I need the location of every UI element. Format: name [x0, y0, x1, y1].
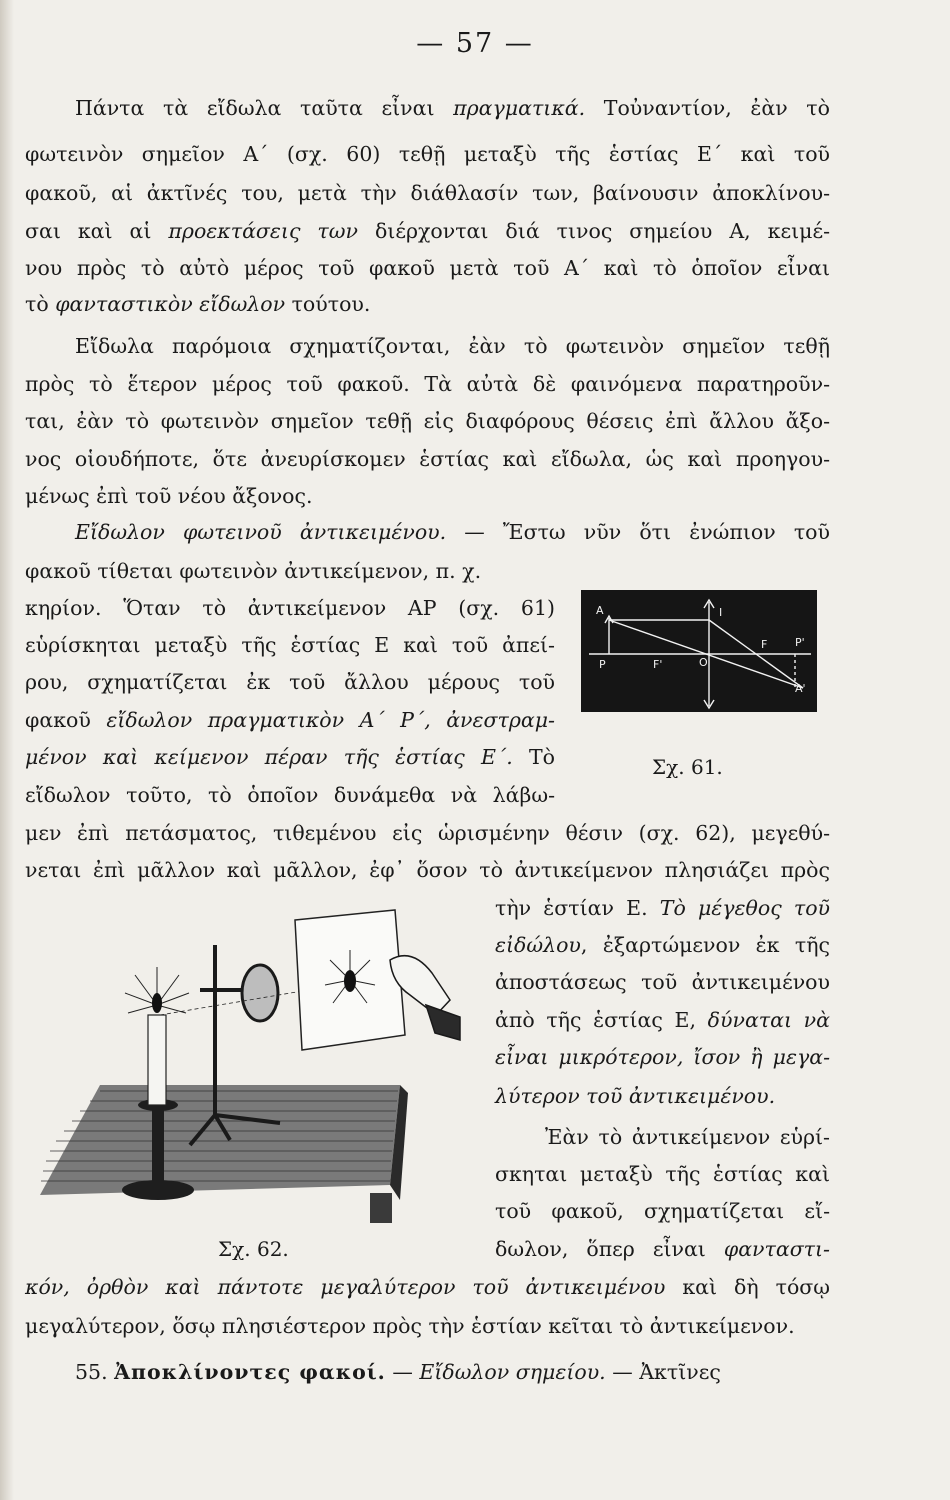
table-top — [40, 1085, 400, 1195]
text-line — [25, 444, 830, 474]
text-segment: — Ἀκτῖνες — [605, 1360, 721, 1384]
section-subtitle — [386, 1360, 721, 1384]
candle — [148, 1015, 166, 1105]
section-title: Ἀποκλίνοντες φακοί. — [114, 1360, 386, 1384]
text-line — [25, 630, 555, 660]
figure-62-caption: Σχ. 62. — [218, 1237, 289, 1261]
text-line — [495, 1234, 830, 1264]
text-segment: τοῦ φακοῦ, σχηματίζεται εἴ- — [495, 1199, 830, 1223]
italic-text-segment: εἴδωλον πραγματικὸν Α΄ Ρ΄, ἀνεστραμ- — [106, 708, 555, 732]
text-line — [25, 667, 555, 697]
italic-text-segment: φανταστι- — [723, 1237, 830, 1261]
text-segment: φακοῦ — [25, 708, 107, 732]
text-line — [495, 893, 830, 923]
text-line — [25, 406, 830, 436]
text-segment: κηρίον. Ὅταν τὸ ἀντικείμενον ΑΡ (σχ. 61) — [25, 596, 555, 620]
text-line — [495, 1042, 830, 1072]
text-line — [25, 178, 830, 208]
text-line — [25, 369, 830, 399]
text-line — [25, 818, 830, 848]
label-P: P — [599, 658, 606, 671]
text-line — [25, 139, 830, 169]
text-segment: εὑρίσκηται μεταξὺ τῆς ἑστίας Ε καὶ τοῦ ἀπεί- — [25, 633, 555, 657]
italic-text-segment: πραγματικά. — [453, 96, 586, 120]
text-line — [25, 855, 830, 885]
italic-text-segment: κόν, ὀρθὸν καὶ πάντοτε μεγαλύτερον τοῦ ἀντικειμένου — [25, 1275, 666, 1299]
text-segment: Ἐὰν τὸ ἀντικείμενον εὑρί- — [545, 1125, 830, 1149]
page-number: — 57 — — [416, 28, 534, 59]
text-segment: , ἐξαρτώμενον ἐκ τῆς — [580, 933, 830, 957]
text-line — [25, 556, 830, 586]
label-P-prime: P' — [795, 636, 805, 649]
text-segment: εἴδωλον τοῦτο, τὸ ὁποῖον δυνάμεθα νὰ λάβω- — [25, 783, 555, 807]
text-line — [25, 593, 555, 623]
figure-61-lens-diagram — [581, 590, 817, 712]
text-segment: ται, ἐὰν τὸ φωτεινὸν σημεῖον τεθῇ εἰς διαφόρους θέσεις ἐπὶ ἄλλου ἄξο- — [25, 409, 830, 433]
text-segment: νου πρὸς τὸ αὐτὸ μέρος τοῦ φακοῦ μετὰ τοῦ Α΄ καὶ τὸ ὁποῖον εἶναι — [25, 256, 830, 280]
flame-icon — [152, 993, 162, 1013]
text-segment: ρου, σχηματίζεται ἐκ τοῦ ἄλλου μέρους τοῦ — [25, 670, 555, 694]
text-segment: φακοῦ, αἱ ἀκτῖνές του, μετὰ τὴν διάθλασίν των, βαίνουσιν ἀποκλίνου- — [25, 181, 830, 205]
text-segment: Τοὐναντίον, ἐὰν τὸ — [585, 96, 830, 120]
text-segment: ἀπὸ τῆς ἑστίας Ε, — [495, 1008, 708, 1032]
label-A-prime: A' — [795, 682, 806, 695]
text-line — [25, 742, 555, 772]
text-line — [495, 1081, 830, 1111]
inverted-flame-icon — [344, 970, 356, 992]
text-segment: Εἴδωλα παρόμοια σχηματίζονται, ἐὰν τὸ φωτεινὸν σημεῖον τεθῇ — [75, 334, 830, 358]
text-line — [495, 1196, 830, 1226]
italic-text-segment: μένον καὶ κείμενον πέραν τῆς ἑστίας Ε΄. — [25, 745, 513, 769]
text-line — [25, 216, 830, 246]
section-number: 55. — [75, 1360, 108, 1384]
figure-62-candle-lens-screen — [40, 905, 480, 1225]
text-segment: τούτου. — [285, 292, 371, 316]
text-segment: φακοῦ τίθεται φωτεινὸν ἀντικείμενον, π. χ. — [25, 559, 482, 583]
text-segment: σαι καὶ αἱ — [25, 219, 169, 243]
text-segment: δωλον, ὅπερ εἶναι — [495, 1237, 724, 1261]
italic-text-segment: εἶναι μικρότερον, ἴσον ἢ μεγα- — [495, 1045, 830, 1069]
text-segment: μεγαλύτερον, ὅσῳ πλησιέστερον πρὸς τὴν ἑστίαν κεῖται τὸ ἀντικείμενον. — [25, 1314, 795, 1338]
text-line — [75, 331, 830, 361]
text-segment: — Ἔστω νῦν ὅτι ἐνώπιον τοῦ — [446, 520, 830, 544]
text-segment: πρὸς τὸ ἕτερον μέρος τοῦ φακοῦ. Τὰ αὐτὰ δὲ φαινόμενα παρατηροῦν- — [25, 372, 830, 396]
text-line — [25, 481, 830, 511]
text-line — [25, 1272, 830, 1302]
italic-text-segment: φανταστικὸν εἴδωλον — [55, 292, 286, 316]
text-line — [25, 705, 555, 735]
text-segment: — — [385, 1360, 420, 1384]
text-line — [75, 517, 830, 547]
text-segment: τὸ — [25, 292, 56, 316]
text-segment: ἀποστάσεως τοῦ ἀντικειμένου — [495, 970, 830, 994]
text-line — [545, 1122, 830, 1152]
text-segment: νος οἱουδήποτε, ὅτε ἀνευρίσκομεν ἑστίας καὶ εἴδωλα, ὡς καὶ προηγου- — [25, 447, 830, 471]
text-segment: νεται ἐπὶ μᾶλλον καὶ μᾶλλον, ἐφ᾽ ὅσον τὸ ἀντικείμενον πλησιάζει πρὸς — [25, 858, 830, 882]
text-line — [75, 93, 830, 123]
figure-61-caption: Σχ. 61. — [652, 755, 723, 779]
text-segment: τὴν ἑστίαν Ε. — [495, 896, 660, 920]
text-line — [25, 1311, 830, 1341]
italic-text-segment: Εἴδωλον σημείου. — [419, 1360, 606, 1384]
text-segment: Πάντα τὰ εἴδωλα ταῦτα εἶναι — [75, 96, 454, 120]
italic-text-segment: Τὸ μέγεθος τοῦ — [659, 896, 831, 920]
text-segment: σκηται μεταξὺ τῆς ἑστίας καὶ — [495, 1162, 830, 1186]
text-line — [495, 1005, 830, 1035]
text-line — [25, 289, 830, 319]
table-leg — [370, 1193, 392, 1223]
label-F-prime: F' — [653, 658, 663, 671]
text-segment: καὶ δὴ τόσῳ — [665, 1275, 830, 1299]
italic-text-segment: δύναται νὰ — [707, 1008, 830, 1032]
section-heading — [75, 1357, 830, 1387]
label-I: I — [719, 606, 723, 619]
text-line — [495, 1159, 830, 1189]
label-A: A — [596, 604, 604, 617]
italic-text-segment: Εἴδωλον φωτεινοῦ ἀντικειμένου. — [75, 520, 447, 544]
text-segment: μεν ἐπὶ πετάσματος, τιθεμένου εἰς ὡρισμένην θέσιν (σχ. 62), μεγεθύ- — [25, 821, 830, 845]
lens — [242, 965, 278, 1021]
text-segment: Τὸ — [512, 745, 555, 769]
italic-text-segment: εἰδώλου — [495, 933, 581, 957]
text-line — [495, 930, 830, 960]
text-segment: διέρχονται διά τινος σημείου Α, κειμέ- — [357, 219, 831, 243]
label-F: F — [761, 638, 768, 651]
text-segment: φωτεινὸν σημεῖον Α΄ (σχ. 60) τεθῇ μεταξὺ τῆς ἑστίας Ε΄ καὶ τοῦ — [25, 142, 830, 166]
text-line — [25, 253, 830, 283]
italic-text-segment: προεκτάσεις των — [168, 219, 358, 243]
text-segment: μένως ἐπὶ τοῦ νέου ἄξονος. — [25, 484, 313, 508]
label-O: O — [699, 656, 708, 669]
text-line — [495, 967, 830, 997]
text-line — [25, 780, 555, 810]
italic-text-segment: λύτερον τοῦ ἀντικειμένου. — [495, 1084, 776, 1108]
